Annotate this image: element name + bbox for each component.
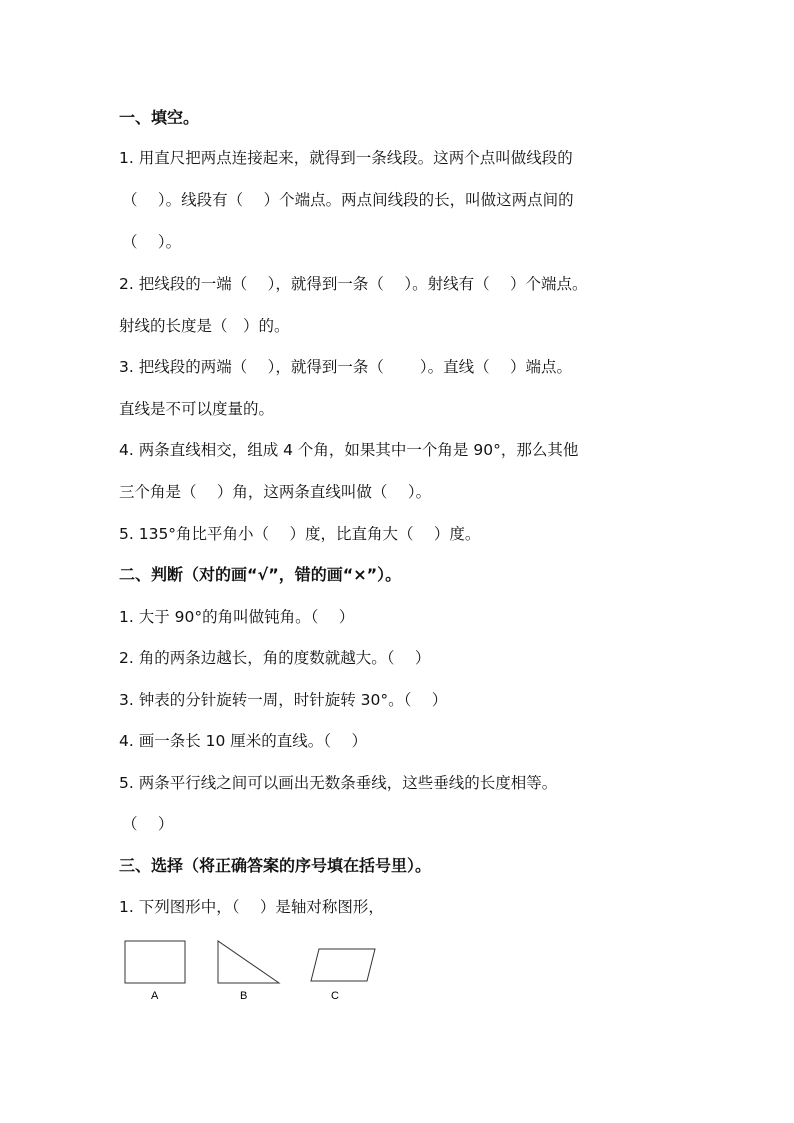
section1-heading: 一、填空。 <box>119 108 200 127</box>
s1-line-7: 直线是不可以度量的。 <box>119 400 275 418</box>
s2-line-3: 3. 钟表的分针旋转一周，时针旋转 30°。（ ） <box>119 691 448 709</box>
s2-line-6: （ ） <box>122 815 174 833</box>
s2-line-4: 4. 画一条长 10 厘米的直线。（ ） <box>119 732 367 750</box>
figure-label-c: C <box>331 990 339 1002</box>
s1-line-1: 1. 用直尺把两点连接起来，就得到一条线段。这两个点叫做线段的 <box>119 149 573 167</box>
s2-line-1: 1. 大于 90°的角叫做钝角。（ ） <box>119 608 355 626</box>
s2-line-5: 5. 两条平行线之间可以画出无数条垂线，这些垂线的长度相等。 <box>119 774 558 792</box>
right-triangle-shape-b <box>218 941 279 983</box>
parallelogram-shape-c <box>311 949 375 981</box>
s1-line-3: （ ）。 <box>122 233 182 251</box>
s1-line-4: 2. 把线段的一端（ ），就得到一条（ ）。射线有（ ）个端点。 <box>119 275 588 293</box>
section2-heading: 二、判断（对的画“√”，错的画“×”）。 <box>119 565 402 584</box>
s3-line-1: 1. 下列图形中，（ ）是轴对称图形， <box>119 898 384 916</box>
s1-line-6: 3. 把线段的两端（ ），就得到一条（ ）。直线（ ）端点。 <box>119 358 572 376</box>
s1-line-5: 射线的长度是（ ）的。 <box>119 317 290 335</box>
figure-label-b: B <box>240 990 248 1002</box>
rectangle-shape-a <box>125 941 185 983</box>
s1-line-9: 三个角是（ ）角，这两条直线叫做（ ）。 <box>119 483 432 501</box>
section3-heading: 三、选择（将正确答案的序号填在括号里）。 <box>119 856 432 875</box>
s1-line-10: 5. 135°角比平角小（ ）度，比直角大（ ）度。 <box>119 525 481 543</box>
s1-line-8: 4. 两条直线相交，组成 4 个角，如果其中一个角是 90°，那么其他 <box>119 441 579 459</box>
s2-line-2: 2. 角的两条边越长，角的度数就越大。（ ） <box>119 649 431 667</box>
s1-line-2: （ ）。线段有（ ）个端点。两点间线段的长，叫做这两点间的 <box>122 191 574 209</box>
figure-label-a: A <box>151 990 159 1002</box>
